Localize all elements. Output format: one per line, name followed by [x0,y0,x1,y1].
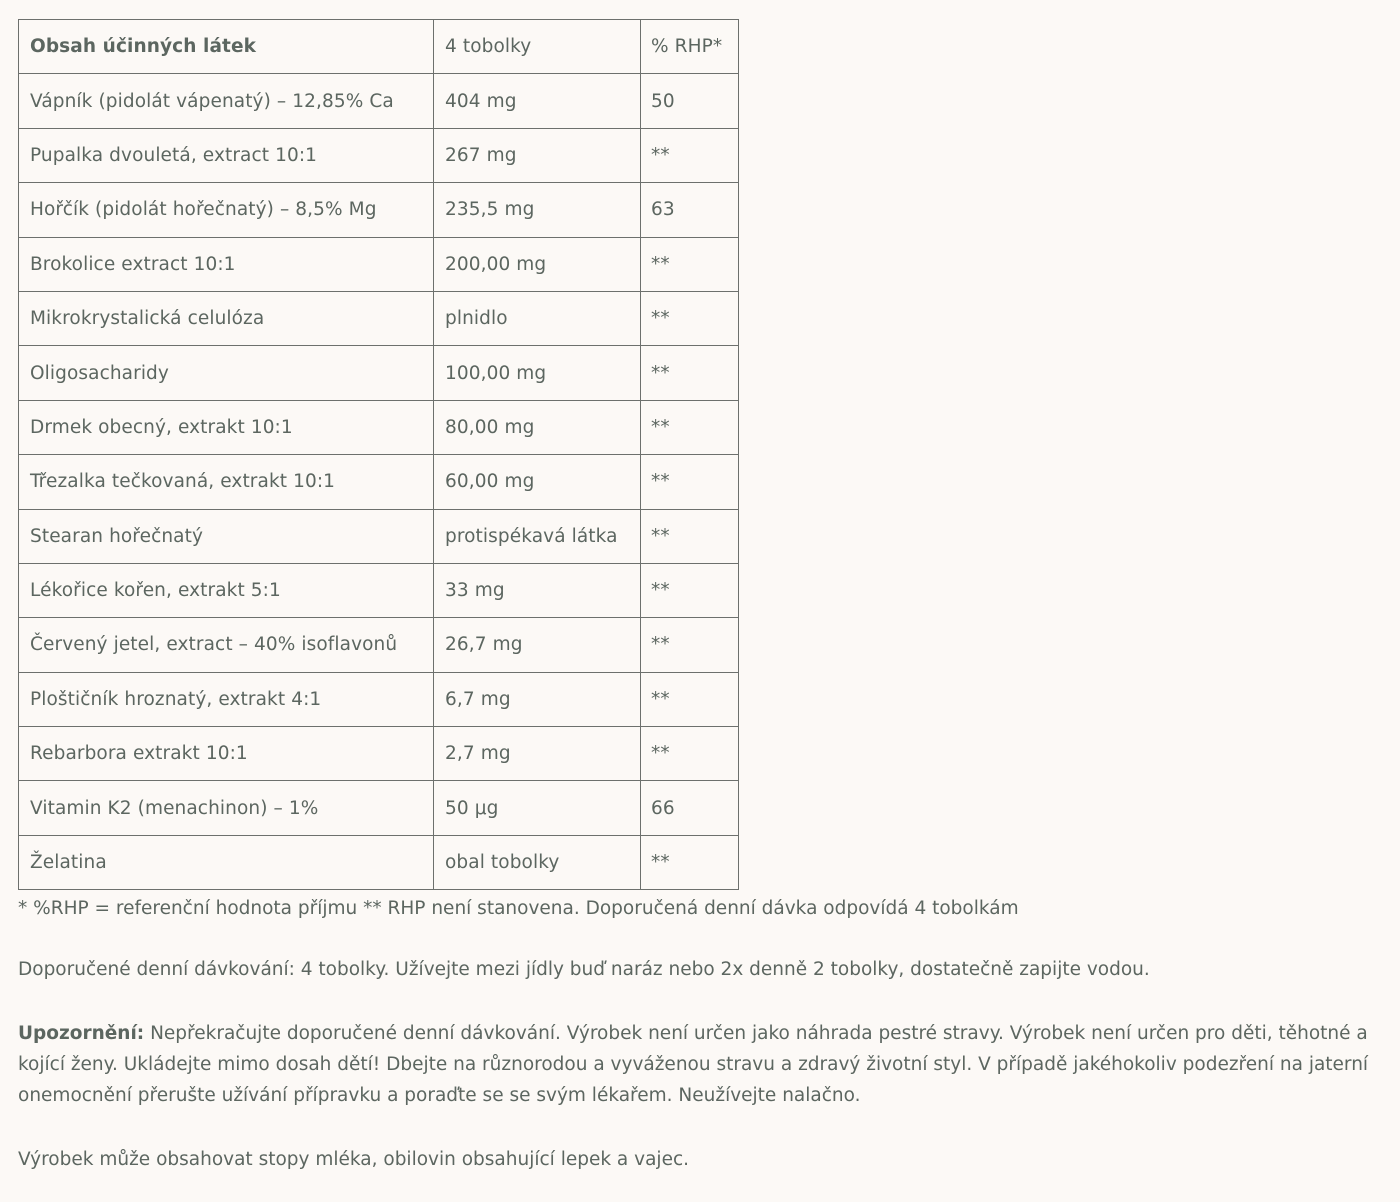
rhp-cell: ** [641,563,739,617]
table-row [19,183,739,237]
rhp-cell: ** [641,672,739,726]
table-row [19,455,739,509]
rhp-cell: ** [641,509,739,563]
amount-cell: protispékavá látka [434,509,641,563]
rhp-cell: 66 [641,781,739,835]
ingredient-name-cell: Oligosacharidy [19,346,434,400]
table-row [19,835,739,889]
warning-text: Nepřekračujte doporučené denní dávkování. Výrobek není určen jako náhrada pestré stravy. Výrobek není určen pro děti, těhotné a kojící ženy. Ukládejte mimo dosah dětí! Dbejte na různorodou a vyváženou stravu a zdravý životní styl. V případě jakéhokoliv podezření na jaterní onemocnění přerušte užívání přípravku a poraďte se se svým lékařem. Neužívejte nalačno. [18,1023,1369,1107]
amount-cell: 33 mg [434,563,641,617]
amount-cell: 50 μg [434,781,641,835]
header-amount: 4 tobolky [434,20,641,74]
ingredient-name-cell: Vitamin K2 (menachinon) – 1% [19,781,434,835]
header-ingredient-name: Obsah účinných látek [19,20,434,74]
amount-cell: 235,5 mg [434,183,641,237]
amount-cell: plnidlo [434,291,641,345]
ingredient-name-cell: Brokolice extract 10:1 [19,237,434,291]
ingredient-name-cell: Ploštičník hroznatý, extrakt 4:1 [19,672,434,726]
rhp-cell: ** [641,400,739,454]
table-row [19,563,739,617]
ingredient-name-cell: Pupalka dvouletá, extract 10:1 [19,128,434,182]
header-rhp: % RHP* [641,20,739,74]
table-header-row [19,20,739,74]
ingredient-name-cell: Hořčík (pidolát hořečnatý) – 8,5% Mg [19,183,434,237]
ingredient-name-cell: Želatina [19,835,434,889]
ingredient-name-cell: Lékořice kořen, extrakt 5:1 [19,563,434,617]
ingredient-name-cell: Červený jetel, extract – 40% isoflavonů [19,618,434,672]
allergen-traces-text: Výrobek může obsahovat stopy mléka, obilovin obsahující lepek a vajec. [18,1149,690,1171]
rhp-cell: ** [641,128,739,182]
table-row [19,291,739,345]
table-row [19,727,739,781]
amount-cell: 267 mg [434,128,641,182]
amount-cell: 2,7 mg [434,727,641,781]
rhp-cell: ** [641,291,739,345]
amount-cell: 200,00 mg [434,237,641,291]
amount-cell: 404 mg [434,74,641,128]
amount-cell: 60,00 mg [434,455,641,509]
amount-cell: 6,7 mg [434,672,641,726]
ingredient-name-cell: Rebarbora extrakt 10:1 [19,727,434,781]
ingredient-name-cell: Vápník (pidolát vápenatý) – 12,85% Ca [19,74,434,128]
ingredients-table-body [19,20,739,890]
warning-paragraph [18,1018,1380,1111]
ingredients-table [18,19,739,890]
table-row [19,509,739,563]
dosage-text: Doporučené denní dávkování: 4 tobolky. Užívejte mezi jídly buď naráz nebo 2x denně 2 tobolky, dostatečně zapijte vodou. [18,959,1150,981]
table-row [19,128,739,182]
rhp-cell: ** [641,455,739,509]
table-row [19,618,739,672]
ingredient-name-cell: Stearan hořečnatý [19,509,434,563]
table-row [19,346,739,400]
rhp-cell: ** [641,237,739,291]
rhp-cell: ** [641,346,739,400]
ingredient-name-cell: Drmek obecný, extrakt 10:1 [19,400,434,454]
amount-cell: obal tobolky [434,835,641,889]
table-row [19,74,739,128]
warning-label: Upozornění: [18,1023,145,1045]
table-row [19,400,739,454]
ingredient-name-cell: Třezalka tečkovaná, extrakt 10:1 [19,455,434,509]
amount-cell: 100,00 mg [434,346,641,400]
rhp-cell: ** [641,618,739,672]
table-row [19,237,739,291]
rhp-cell: ** [641,727,739,781]
rhp-cell: 63 [641,183,739,237]
amount-cell: 80,00 mg [434,400,641,454]
amount-cell: 26,7 mg [434,618,641,672]
table-footnote: * %RHP = referenční hodnota příjmu ** RHP není stanovena. Doporučená denní dávka odpovídá 4 tobolkám [18,898,1019,920]
table-row [19,672,739,726]
rhp-cell: 50 [641,74,739,128]
table-row [19,781,739,835]
rhp-cell: ** [641,835,739,889]
ingredient-name-cell: Mikrokrystalická celulóza [19,291,434,345]
